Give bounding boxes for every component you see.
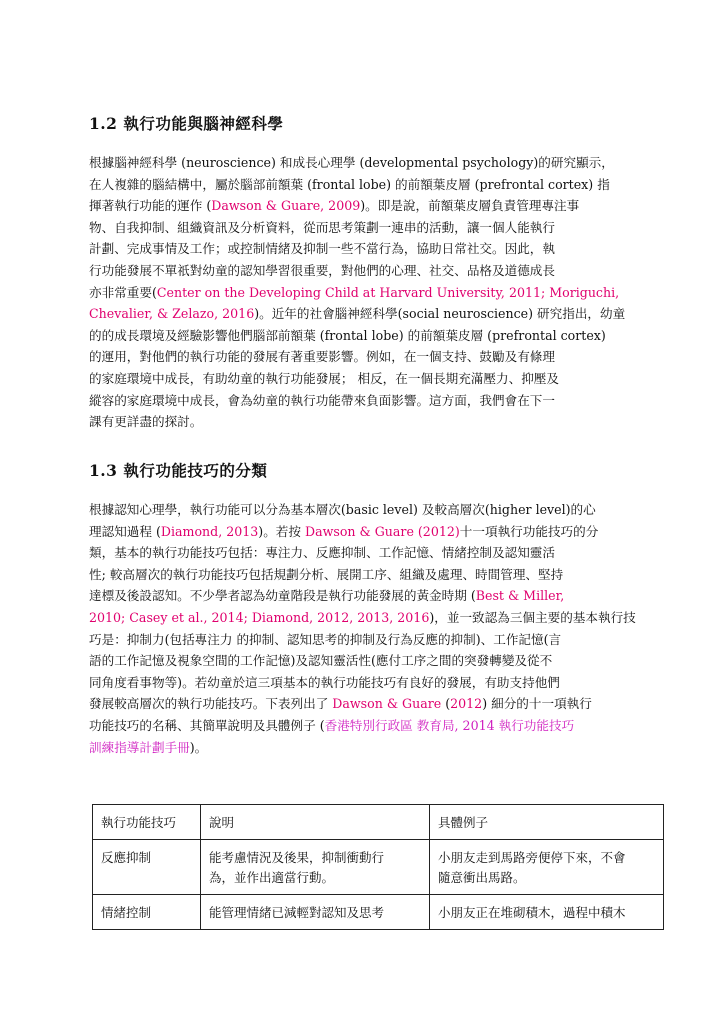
cell-text: 小朋友正在堆砌積木，過程中積木: [438, 905, 626, 920]
body-text: 語的工作記憶及視象空間的工作記憶)及認知靈活性(應付工序之間的突發轉變及從不: [89, 653, 553, 669]
body-text: )。近年的社會腦神經科學(social neuroscience) 研究指出，幼童: [254, 306, 626, 322]
cell-skill: [93, 840, 201, 895]
cell-text: 為，並作出適當行動。: [209, 870, 335, 885]
text-line: [89, 238, 637, 260]
citation-text: Dawson & Guare (2012): [304, 523, 460, 539]
citation-text: 香港特別行政區 教育局, 2014 執行功能技巧: [324, 717, 575, 733]
body-text: 亦非常重要(: [89, 284, 157, 300]
cell-text: 能管理情緒已減輕對認知及思考: [209, 905, 385, 920]
text-line: [89, 542, 637, 564]
body-text: 根據腦神經科學 (neuroscience) 和成長心理學 (developmental psychology)的研究顯示，: [89, 155, 614, 170]
text-line: [89, 629, 637, 651]
text-line: [89, 217, 637, 239]
body-text: 類，基本的執行功能技巧包括：專注力、反應抑制、工作記憶、情緒控制及認知靈活: [89, 545, 555, 561]
body-text: 根據認知心理學，執行功能可以分為基本層次(basic level) 及較高層次(higher level)的心: [89, 502, 596, 517]
body-text: 行功能發展不單祇對幼童的認知學習很重要，對他們的心理、社交、品格及道德成長: [89, 262, 555, 278]
table-header-row: [93, 805, 664, 840]
header-example: 具體例子: [430, 805, 664, 840]
citation-text: 2012: [450, 696, 483, 712]
cell-skill: [93, 895, 201, 930]
citation-text: Best & Miller,: [475, 588, 565, 604]
citation-text: 訓練指導計劃手冊: [89, 739, 190, 755]
text-line: [89, 282, 637, 304]
body-text: 十一項執行功能技巧的分: [459, 523, 599, 539]
cell-description: [201, 895, 430, 930]
body-text: 發展較高層次的執行功能技巧。下表列出了: [89, 696, 333, 712]
text-line: [89, 499, 637, 521]
section-heading-1-3: 1.3 執行功能技巧的分類: [89, 461, 268, 480]
text-line: [89, 346, 637, 368]
text-line: [89, 715, 637, 737]
body-text: 物、自我抑制、組織資訊及分析資料，從而思考策劃一連串的活動，讓一個人能執行: [89, 219, 555, 235]
cell-text: 能考慮情況及後果，抑制衝動行: [209, 850, 385, 865]
body-text: 在人複雜的腦結構中，屬於腦部前額葉 (frontal lobe) 的前額葉皮層 (prefrontal cortex) 指: [89, 176, 610, 192]
body-text: )。: [189, 739, 208, 755]
paragraph-executive-function-neuroscience: [89, 152, 637, 433]
citation-text: Dawson & Guare, 2009: [211, 198, 361, 214]
text-line: [89, 368, 637, 390]
text-line: [89, 693, 637, 715]
paragraph-executive-function-classification: [89, 499, 637, 758]
body-text: 的運用，對他們的執行功能的發展有著重要影響。例如，在一個支持、鼓勵及有條理: [89, 349, 555, 365]
body-text: )，並一致認為三個主要的基本執行技: [429, 609, 636, 625]
body-text: 計劃、完成事情及工作；或控制情緒及抑制一些不當行為，協助日常社交。因此，執: [89, 241, 555, 257]
body-text: 的家庭環境中成長，有助幼童的執行功能發展； 相反，在一個長期充滿壓力、抑壓及: [89, 370, 559, 386]
body-text: 達標及後設認知。不少學者認為幼童階段是執行功能發展的黃金時期 (: [89, 588, 476, 604]
body-text: )。若按: [258, 523, 305, 539]
body-text: 巧是：抑制力(包括專注力 的抑制、認知思考的抑制及行為反應的抑制)、工作記憶(言: [89, 631, 562, 647]
citation-text: Center on the Developing Child at Harvard University, 2011; Moriguchi,: [156, 284, 620, 300]
cell-text: 情緒控制: [101, 905, 152, 920]
text-line: [89, 195, 637, 217]
body-text: 同角度看事物等)。若幼童於這三項基本的執行功能技巧有良好的發展，有助支持他們: [89, 674, 560, 690]
cell-example: [430, 840, 664, 895]
executive-skills-table: [92, 804, 664, 930]
body-text: (: [441, 696, 451, 712]
text-line: [89, 672, 637, 694]
citation-text: 2010; Casey et al., 2014; Diamond, 2012, 2013, 2016: [89, 609, 430, 625]
body-text: 性; 較高層次的執行功能技巧包括規劃分析、展開工序、組織及處理、時間管理、堅持: [89, 566, 564, 582]
header-skill: 執行功能技巧: [93, 805, 201, 840]
text-line: [89, 152, 637, 174]
body-text: 縱容的家庭環境中成長，會為幼童的執行功能帶來負面影響。這方面，我們會在下一: [89, 392, 555, 408]
text-line: [89, 737, 637, 759]
body-text: )。即是說，前額葉皮層負責管理專注事: [360, 198, 580, 214]
body-text: 理認知過程 (: [89, 523, 161, 539]
text-line: [89, 650, 637, 672]
cell-description: [201, 840, 430, 895]
body-text: 的的成長環境及經驗影響他們腦部前額葉 (frontal lobe) 的前額葉皮層 (prefrontal cortex): [89, 327, 606, 343]
cell-example: [430, 895, 664, 930]
text-line: [89, 585, 637, 607]
text-line: [89, 521, 637, 543]
cell-text: 反應抑制: [101, 850, 152, 865]
text-line: [89, 174, 637, 196]
text-line: [89, 325, 637, 347]
table-row: [93, 840, 664, 895]
body-text: 揮著執行功能的運作 (: [89, 198, 212, 214]
cell-text: 隨意衝出馬路。: [438, 870, 526, 885]
text-line: [89, 390, 637, 412]
citation-text: Chevalier, & Zelazo, 2016: [89, 306, 255, 322]
body-text: ) 細分的十一項執行: [482, 696, 592, 712]
body-text: 功能技巧的名稱、其簡單說明及具體例子 (: [89, 717, 325, 733]
header-description: 說明: [201, 805, 430, 840]
section-heading-1-2: 1.2 執行功能與腦神經科學: [89, 114, 284, 133]
citation-text: Dawson & Guare: [332, 696, 442, 712]
body-text: 課有更詳盡的探討。: [89, 414, 203, 430]
text-line: [89, 303, 637, 325]
text-line: [89, 564, 637, 586]
citation-text: Diamond, 2013: [160, 523, 259, 539]
text-line: [89, 260, 637, 282]
text-line: [89, 411, 637, 433]
cell-text: 小朋友走到馬路旁便停下來，不會: [438, 850, 626, 865]
table-row: [93, 895, 664, 930]
text-line: [89, 607, 637, 629]
